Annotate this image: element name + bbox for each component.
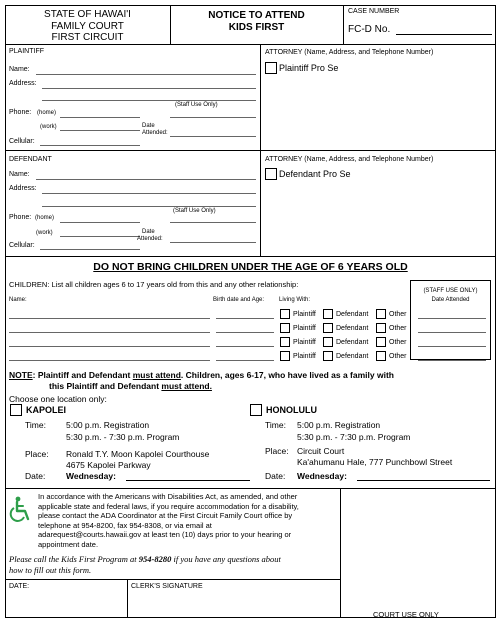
living-plaintiff-label: Plaintiff <box>293 353 316 360</box>
plaintiff-pro-se-checkbox[interactable] <box>265 62 277 74</box>
court-use-only-label: COURT USE ONLY <box>373 610 439 619</box>
footer-divider <box>127 579 128 618</box>
note-text: : Plaintiff and Defendant <box>32 370 133 380</box>
child-date-attended-field[interactable] <box>418 318 486 319</box>
living-other-label: Other <box>389 339 407 346</box>
plaintiff-name-field[interactable] <box>36 74 256 75</box>
honolulu-checkbox[interactable] <box>250 404 262 416</box>
ada-line: appointment date. <box>38 539 99 549</box>
staff-use-heading <box>410 287 491 305</box>
plaintiff-cellular-field[interactable] <box>40 145 140 146</box>
child-living-column-label: Living With: <box>279 297 311 303</box>
child-date-attended-field[interactable] <box>418 332 486 333</box>
kapolei-time-1: 5:00 p.m. Registration <box>66 420 150 430</box>
defendant-work-label: (work) <box>36 230 53 236</box>
defendant-address-field[interactable] <box>42 193 256 194</box>
case-number-label: CASE NUMBER <box>348 8 400 15</box>
living-plaintiff-checkbox[interactable] <box>280 309 290 319</box>
call-text: Please call the Kids First Program at <box>9 554 139 564</box>
honolulu-date-label: Date: <box>265 471 286 481</box>
plaintiff-attended-label: Attended: <box>142 130 168 136</box>
ada-line: applicable state and federal laws, if you require accommodation for a disability, <box>38 501 299 511</box>
defendant-date-label: Date <box>142 229 155 235</box>
court-name <box>5 9 170 44</box>
form-title-line: NOTICE TO ATTEND <box>208 10 305 21</box>
children-intro: CHILDREN: List all children ages 6 to 17 years old from this and any other relationship: <box>9 280 299 289</box>
court-line: FAMILY COURT <box>51 20 124 32</box>
living-other-label: Other <box>389 325 407 332</box>
plaintiff-home-label: (home) <box>37 110 57 116</box>
court-line: STATE OF HAWAI'I <box>44 9 131 20</box>
honolulu-heading: HONOLULU <box>266 405 317 415</box>
section-rule <box>5 256 496 257</box>
living-defendant-checkbox[interactable] <box>323 351 333 361</box>
note-text: this Plaintiff and Defendant <box>49 381 162 391</box>
honolulu-time-1: 5:00 p.m. Registration <box>297 420 381 430</box>
section-rule <box>5 488 496 489</box>
section-rule <box>5 150 496 151</box>
living-plaintiff-label: Plaintiff <box>293 325 316 332</box>
fc-number-field[interactable] <box>396 34 492 35</box>
living-plaintiff-checkbox[interactable] <box>280 323 290 333</box>
child-name-field[interactable] <box>9 332 210 333</box>
living-defendant-label: Defendant <box>336 353 369 360</box>
honolulu-day: Wednesday: <box>297 471 347 481</box>
plaintiff-name-label: Name: <box>9 66 30 73</box>
child-name-column-label: Name: <box>9 297 27 303</box>
defendant-address-label: Address: <box>9 185 37 192</box>
plaintiff-date-label: Date <box>142 123 155 129</box>
living-plaintiff-checkbox[interactable] <box>280 351 290 361</box>
attendance-note <box>9 370 394 380</box>
defendant-work-phone-field[interactable] <box>60 236 140 237</box>
living-defendant-checkbox[interactable] <box>323 323 333 333</box>
kids-first-call-note <box>9 554 339 576</box>
call-text: if you have any questions about <box>171 554 281 564</box>
kapolei-date-field[interactable] <box>126 480 250 481</box>
defendant-name-label: Name: <box>9 171 30 178</box>
living-other-checkbox[interactable] <box>376 309 386 319</box>
defendant-home-label: (home) <box>35 215 55 221</box>
attendance-note-line-2 <box>49 381 212 391</box>
child-name-field[interactable] <box>9 318 210 319</box>
living-plaintiff-label: Plaintiff <box>293 311 316 318</box>
child-birth-field[interactable] <box>216 332 274 333</box>
staff-use-line: (STAFF USE ONLY) <box>423 288 478 294</box>
plaintiff-work-phone-field[interactable] <box>60 130 140 131</box>
defendant-pro-se-checkbox[interactable] <box>265 168 277 180</box>
plaintiff-home-phone-field[interactable] <box>60 117 140 118</box>
ada-line: telephone at 954-8200, fax 954-8308, or via email at <box>38 520 212 530</box>
plaintiff-pro-se-label: Plaintiff Pro Se <box>279 63 339 73</box>
living-other-checkbox[interactable] <box>376 337 386 347</box>
child-name-field[interactable] <box>9 360 210 361</box>
living-plaintiff-label: Plaintiff <box>293 339 316 346</box>
note-label: NOTE <box>9 370 33 380</box>
clerk-signature-label: CLERK'S SIGNATURE <box>131 583 203 590</box>
plaintiff-section-label: PLAINTIFF <box>9 48 45 55</box>
ada-line: please contact the ADA Coordinator at the First Circuit Family Court office by <box>38 511 293 521</box>
defendant-staff-use-label: (Staff Use Only) <box>173 208 216 214</box>
living-other-checkbox[interactable] <box>376 323 386 333</box>
footer-rule <box>5 579 340 580</box>
plaintiff-attorney-label: ATTORNEY (Name, Address, and Telephone Number) <box>265 49 434 56</box>
child-name-field[interactable] <box>9 346 210 347</box>
honolulu-place-label: Place: <box>265 446 289 456</box>
defendant-attorney-label: ATTORNEY (Name, Address, and Telephone Number) <box>265 156 434 163</box>
defendant-phone-label: Phone: <box>9 214 32 221</box>
choose-location-label: Choose one location only: <box>9 394 107 404</box>
kapolei-place-1: Ronald T.Y. Moon Kapolei Courthouse <box>66 449 210 459</box>
living-plaintiff-checkbox[interactable] <box>280 337 290 347</box>
honolulu-place-1: Circuit Court <box>297 446 345 456</box>
call-text: how to fill out this form. <box>9 565 92 575</box>
kapolei-place-2: 4675 Kapolei Parkway <box>66 460 151 470</box>
plaintiff-staff-use-label: (Staff Use Only) <box>175 102 218 108</box>
plaintiff-address-label: Address: <box>9 80 37 87</box>
header-divider <box>343 5 344 44</box>
defendant-staff-date-field[interactable] <box>170 222 256 223</box>
staff-use-line: Date Attended <box>431 297 470 303</box>
plaintiff-phone-label: Phone: <box>9 109 32 116</box>
court-use-divider <box>340 488 341 618</box>
kapolei-date-label: Date: <box>25 471 46 481</box>
child-birth-field[interactable] <box>216 318 274 319</box>
form-title <box>170 10 343 33</box>
defendant-cellular-field[interactable] <box>40 249 140 250</box>
kapolei-checkbox[interactable] <box>10 404 22 416</box>
living-defendant-label: Defendant <box>336 325 369 332</box>
honolulu-place-2: Ka'ahumanu Hale, 777 Punchbowl Street <box>297 457 453 467</box>
defendant-address-field-2[interactable] <box>42 206 256 207</box>
defendant-home-phone-field[interactable] <box>60 222 140 223</box>
child-date-attended-field[interactable] <box>418 346 486 347</box>
note-emphasis: must attend <box>132 370 181 380</box>
form-title-line: KIDS FIRST <box>228 21 285 33</box>
kapolei-heading: KAPOLEI <box>26 405 67 415</box>
honolulu-date-field[interactable] <box>357 480 490 481</box>
kapolei-time-label: Time: <box>25 420 46 430</box>
child-birth-field[interactable] <box>216 360 274 361</box>
header-bottom-rule <box>5 44 496 45</box>
living-defendant-label: Defendant <box>336 311 369 318</box>
defendant-pro-se-label: Defendant Pro Se <box>279 169 351 179</box>
plaintiff-cellular-label: Cellular: <box>9 138 35 145</box>
child-birth-column-label: Birth date and Age: <box>213 297 265 303</box>
ada-notice <box>38 492 336 550</box>
children-age-banner: DO NOT BRING CHILDREN UNDER THE AGE OF 6 YEARS OLD <box>93 261 408 273</box>
plaintiff-staff-date-field[interactable] <box>170 117 256 118</box>
defendant-attended-label: Attended: <box>137 236 163 242</box>
defendant-section-label: DEFENDANT <box>9 156 52 163</box>
plaintiff-work-label: (work) <box>40 124 57 130</box>
defendant-cellular-label: Cellular: <box>9 242 35 249</box>
plaintiff-address-field-2[interactable] <box>42 100 256 101</box>
ada-line: adarequest@courts.hawaii.gov at least ten (10) days prior to your hearing or <box>38 530 292 540</box>
living-other-checkbox[interactable] <box>376 351 386 361</box>
living-defendant-checkbox[interactable] <box>323 309 333 319</box>
honolulu-time-label: Time: <box>265 420 286 430</box>
child-birth-field[interactable] <box>216 346 274 347</box>
living-defendant-checkbox[interactable] <box>323 337 333 347</box>
kapolei-place-label: Place: <box>25 449 49 459</box>
fc-number-label: FC-D No. <box>348 24 391 35</box>
plaintiff-address-field[interactable] <box>42 88 256 89</box>
note-text: . Children, ages 6-17, who have lived as a family with <box>180 370 394 380</box>
footer-date-label: DATE: <box>9 583 30 590</box>
court-line: FIRST CIRCUIT <box>51 32 124 43</box>
living-other-label: Other <box>389 311 407 318</box>
plaintiff-attended-field[interactable] <box>170 136 256 137</box>
wheelchair-icon <box>8 495 34 523</box>
child-date-attended-field[interactable] <box>418 360 486 361</box>
defendant-attended-field[interactable] <box>170 242 256 243</box>
kapolei-day: Wednesday: <box>66 471 116 481</box>
living-defendant-label: Defendant <box>336 339 369 346</box>
ada-line: In accordance with the Americans with Disabilities Act, as amended, and other <box>38 492 298 501</box>
note-emphasis: must attend. <box>161 381 212 391</box>
defendant-name-field[interactable] <box>36 179 256 180</box>
honolulu-time-2: 5:30 p.m. - 7:30 p.m. Program <box>297 432 411 442</box>
kids-first-phone: 954-8280 <box>138 554 172 564</box>
living-other-label: Other <box>389 353 407 360</box>
kapolei-time-2: 5:30 p.m. - 7:30 p.m. Program <box>66 432 180 442</box>
